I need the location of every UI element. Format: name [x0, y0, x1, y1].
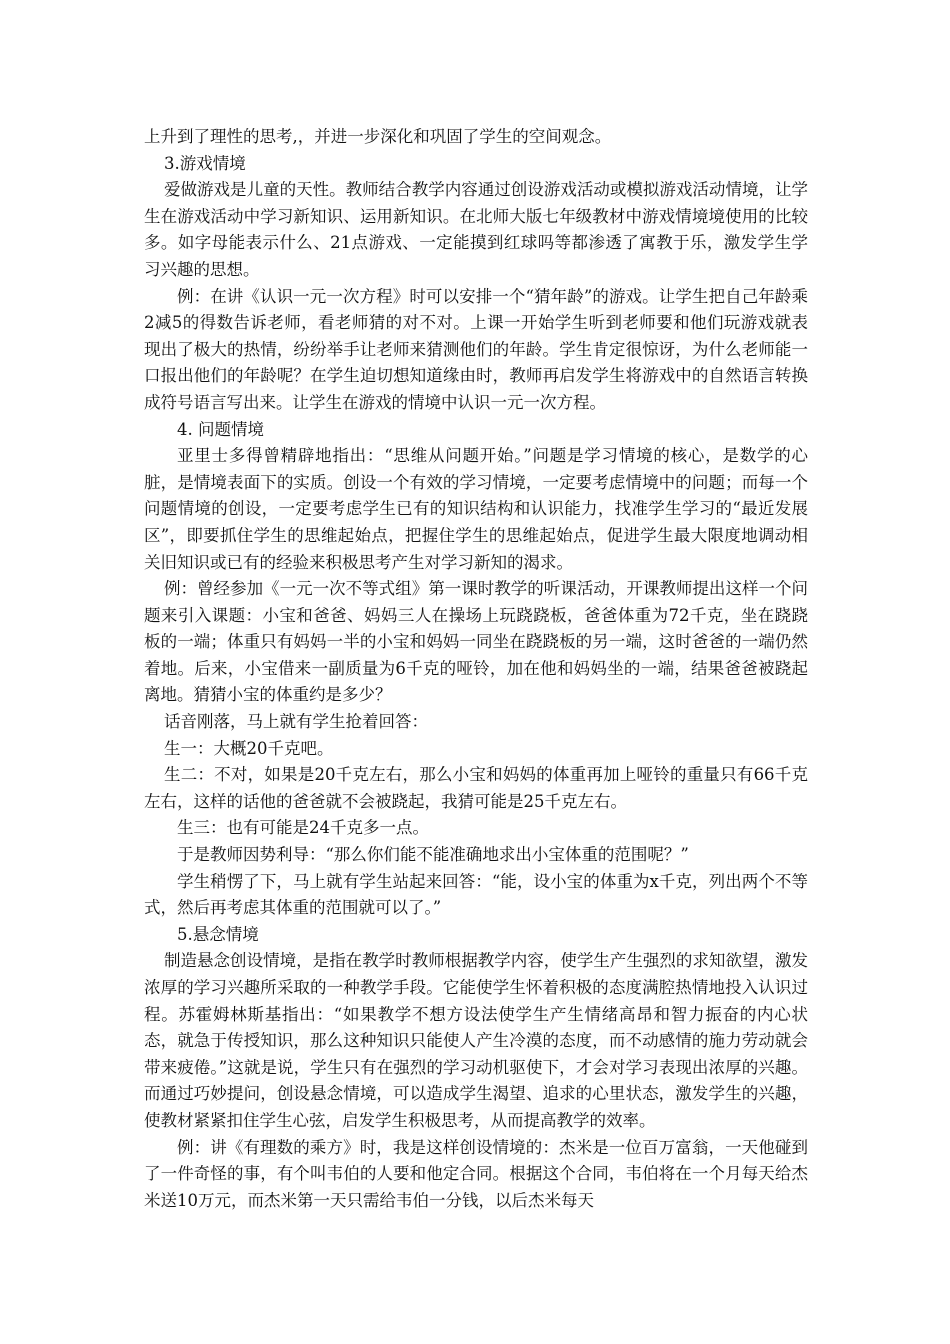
paragraph-student-reply: 学生稍愣了下，马上就有学生站起来回答：“能，设小宝的体重为x千克，列出两个不等式，然后再考虑其体重的范围就可以了。” — [144, 871, 808, 918]
paragraph-suspense-intro: 制造悬念创设情境，是指在教学时教师根据教学内容，使学生产生强烈的求知欲望，激发浓厚的学习兴趣所采取的一种教学手段。它能使学生怀着积极的态度满腔热情地投入认识过程。苏霍姆林斯基指出：“如果教学不想方设法使学生产生情绪高昂和智力振奋的内心状态，就急于传授知识，那么这种知识只能使人产生冷漠的态度，而不动感情的施力劳动就会带来疲倦。”这就是说，学生只有在强烈的学习动机驱使下，才会对学习表现出浓厚的兴趣。而通过巧妙提问，创设悬念情境，可以造成学生渴望、追求的心里状态，激发学生的兴趣，使教材紧紧扣住学生心弦，启发学生积极思考，从而提高教学的效率。 — [144, 951, 808, 1130]
paragraph-student-two: 生二：不对，如果是20千克左右，那么小宝和妈妈的体重再加上哑铃的重量只有66千克左右，这样的话他的爸爸就不会被跷起，我猜可能是25千克左右。 — [144, 765, 808, 811]
heading-suspense-scenario: 5.悬念情境 — [177, 924, 259, 944]
paragraph-teacher-guide: 于是教师因势利导：“那么你们能不能准确地求出小宝体重的范围呢？” — [177, 845, 689, 865]
heading-game-scenario: 3.游戏情境 — [164, 153, 246, 173]
paragraph-student-one: 生一：大概20千克吧。 — [164, 738, 334, 758]
paragraph-student-three: 生三：也有可能是24千克多一点。 — [177, 818, 429, 838]
paragraph-game-intro: 爱做游戏是儿童的天性。教师结合教学内容通过创设游戏活动或模拟游戏活动情境，让学生在游戏活动中学习新知识、运用新知识。在北师大版七年级教材中游戏情境境使用的比较多。如字母能表示什么、21点游戏、一定能摸到红球吗等都渗透了寓教于乐，激发学生学习兴趣的思想。 — [144, 180, 808, 279]
heading-problem-scenario: 4. 问题情境 — [177, 419, 264, 439]
paragraph-suspense-example: 例：讲《有理数的乘方》时，我是这样创设情境的：杰米是一位百万富翁，一天他碰到了一件奇怪的事，有个叫韦伯的人要和他定合同。根据这个合同，韦伯将在一个月每天给杰米送10万元，而杰米第一天只需给韦伯一分钱，以后杰米每天 — [144, 1137, 808, 1210]
paragraph-continuation: 上升到了理性的思考,，并进一步深化和巩固了学生的空间观念。 — [144, 127, 612, 146]
paragraph-problem-example: 例：曾经参加《一元一次不等式组》第一课时教学的听课活动，开课教师提出这样一个问题来引入课题：小宝和爸爸、妈妈三人在操场上玩跷跷板，爸爸体重为72千克，坐在跷跷板的一端；体重只有妈妈一半的小宝和妈妈一同坐在跷跷板的另一端，这时爸爸的一端仍然着地。后来，小宝借来一副质量为6千克的哑铃，加在他和妈妈坐的一端，结果爸爸被跷起离地。猜猜小宝的体重约是多少？ — [144, 579, 808, 705]
paragraph-game-example: 例：在讲《认识一元一次方程》时可以安排一个“猜年龄”的游戏。让学生把自己年龄乘2减5的得数告诉老师，看老师猜的对不对。上课一开始学生听到老师要和他们玩游戏就表现出了极大的热情，纷纷举手让老师来猜测他们的年龄。学生肯定很惊讶，为什么老师能一口报出他们的年龄呢？在学生迫切想知道缘由时，教师再启发学生将游戏中的自然语言转换成符号语言写出来。让学生在游戏的情境中认识一元一次方程。 — [144, 286, 808, 412]
paragraph-students-answer: 话音刚落，马上就有学生抢着回答： — [164, 712, 428, 732]
paragraph-problem-intro: 亚里士多得曾精辟地指出：“思维从问题开始。”问题是学习情境的核心，是数学的心脏，是情境表面下的实质。创设一个有效的学习情境，一定要考虑情境中的问题；而每一个问题情境的创设，一定要考虑学生已有的知识结构和认识能力，找准学生学习的“最近发展区”，即要抓住学生的思维起始点，把握住学生的思维起始点，促进学生最大限度地调动相关旧知识或已有的经验来积极思考产生对学习新知的渴求。 — [144, 446, 808, 572]
body-text — [144, 124, 808, 1214]
